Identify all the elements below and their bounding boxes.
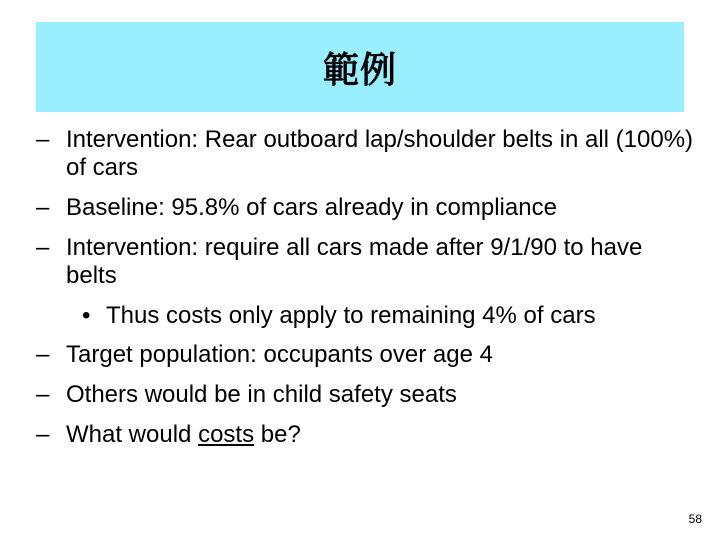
bullet-marker: – [36, 194, 50, 221]
bullet-text: Intervention: Rear outboard lap/shoulder belts in all (100%) of cars [66, 126, 694, 181]
bullet-text: Baseline: 95.8% of cars already in compliance [66, 194, 557, 221]
sub-bullet-text: Thus costs only apply to remaining 4% of cars [106, 302, 596, 329]
page-number: 58 [688, 512, 702, 526]
bullet-item [36, 126, 696, 182]
bullet-item [36, 421, 696, 449]
bullet-marker: – [36, 126, 50, 153]
bullet-item [36, 234, 696, 290]
title-banner [36, 22, 684, 112]
bullet-text: Others would be in child safety seats [66, 381, 457, 408]
bullet-marker: – [36, 381, 50, 408]
bullet-text: Intervention: require all cars made after 9/1/90 to have belts [66, 234, 643, 289]
slide-title: 範例 [322, 49, 397, 91]
bullet-text-underlined: costs [198, 421, 255, 448]
bullet-text: Target population: occupants over age 4 [66, 341, 493, 368]
bullet-marker: – [36, 234, 50, 261]
bullet-item [36, 381, 696, 409]
bullet-marker: – [36, 341, 50, 368]
bullet-item [36, 194, 696, 222]
bullet-list [36, 126, 696, 461]
bullet-text-before: What would [66, 421, 199, 448]
sub-bullet-marker: • [82, 302, 91, 329]
bullet-marker: – [36, 421, 50, 448]
sub-bullet-item [36, 302, 696, 330]
bullet-text-after: be? [254, 421, 301, 448]
bullet-item [36, 341, 696, 369]
